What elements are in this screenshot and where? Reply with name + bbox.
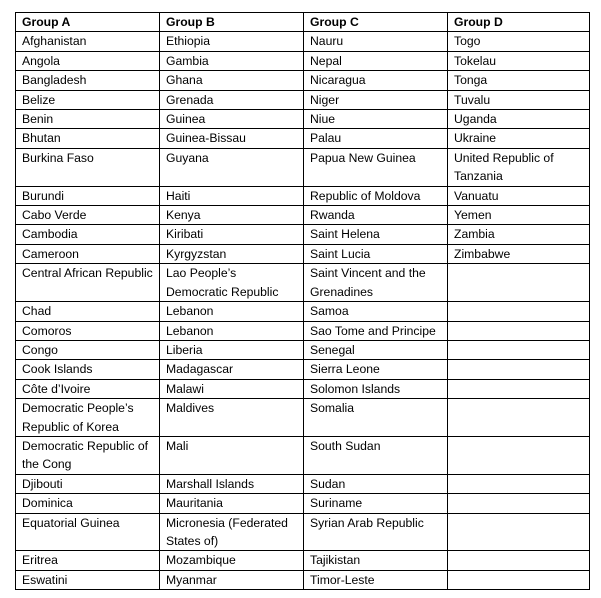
cell-group-c: Palau <box>304 129 448 148</box>
cell-group-d: Vanuatu <box>448 186 590 205</box>
cell-group-a: Chad <box>16 302 160 321</box>
cell-group-c: Rwanda <box>304 206 448 225</box>
cell-group-a: Belize <box>16 90 160 109</box>
cell-group-a: Burkina Faso <box>16 148 160 186</box>
table-row <box>16 399 590 437</box>
cell-group-c: Saint Vincent and the Grenadines <box>304 264 448 302</box>
header-group-b: Group B <box>160 13 304 32</box>
cell-group-c: Niger <box>304 90 448 109</box>
cell-group-a: Equatorial Guinea <box>16 513 160 551</box>
cell-group-a: Cameroon <box>16 244 160 263</box>
cell-group-d: Tokelau <box>448 51 590 70</box>
header-row <box>16 13 590 32</box>
cell-group-b: Lao People’s Democratic Republic <box>160 264 304 302</box>
cell-group-b: Malawi <box>160 379 304 398</box>
cell-group-a: Angola <box>16 51 160 70</box>
cell-group-c: Syrian Arab Republic <box>304 513 448 551</box>
cell-group-b: Lebanon <box>160 302 304 321</box>
cell-group-c: South Sudan <box>304 436 448 474</box>
cell-group-c: Samoa <box>304 302 448 321</box>
cell-group-b: Kenya <box>160 206 304 225</box>
cell-group-b: Maldives <box>160 399 304 437</box>
cell-group-c: Republic of Moldova <box>304 186 448 205</box>
cell-group-b: Kiribati <box>160 225 304 244</box>
cell-group-c: Sao Tome and Principe <box>304 321 448 340</box>
table-row <box>16 129 590 148</box>
cell-group-c: Papua New Guinea <box>304 148 448 186</box>
header-group-a: Group A <box>16 13 160 32</box>
cell-group-d <box>448 302 590 321</box>
cell-group-c: Suriname <box>304 494 448 513</box>
cell-group-d: Tonga <box>448 71 590 90</box>
cell-group-d <box>448 264 590 302</box>
cell-group-d: Uganda <box>448 110 590 129</box>
table-row <box>16 474 590 493</box>
cell-group-d <box>448 360 590 379</box>
table-row <box>16 340 590 359</box>
table-row <box>16 264 590 302</box>
cell-group-b: Myanmar <box>160 570 304 589</box>
table-row <box>16 90 590 109</box>
cell-group-b: Haiti <box>160 186 304 205</box>
cell-group-c: Tajikistan <box>304 551 448 570</box>
cell-group-a: Cambodia <box>16 225 160 244</box>
table-row <box>16 379 590 398</box>
cell-group-a: Eswatini <box>16 570 160 589</box>
table-row <box>16 51 590 70</box>
cell-group-c: Nauru <box>304 32 448 51</box>
cell-group-c: Solomon Islands <box>304 379 448 398</box>
cell-group-a: Djibouti <box>16 474 160 493</box>
table-row <box>16 186 590 205</box>
cell-group-d: United Republic of Tanzania <box>448 148 590 186</box>
table-row <box>16 513 590 551</box>
cell-group-b: Guinea-Bissau <box>160 129 304 148</box>
cell-group-c: Nicaragua <box>304 71 448 90</box>
cell-group-b: Grenada <box>160 90 304 109</box>
table-row <box>16 71 590 90</box>
cell-group-c: Saint Lucia <box>304 244 448 263</box>
cell-group-b: Mozambique <box>160 551 304 570</box>
cell-group-b: Guyana <box>160 148 304 186</box>
cell-group-b: Micronesia (Federated States of) <box>160 513 304 551</box>
cell-group-a: Bangladesh <box>16 71 160 90</box>
table-row <box>16 244 590 263</box>
cell-group-b: Mali <box>160 436 304 474</box>
table-row <box>16 321 590 340</box>
cell-group-d: Zambia <box>448 225 590 244</box>
cell-group-a: Congo <box>16 340 160 359</box>
table-row <box>16 360 590 379</box>
cell-group-d <box>448 551 590 570</box>
cell-group-a: Benin <box>16 110 160 129</box>
cell-group-d <box>448 340 590 359</box>
cell-group-b: Kyrgyzstan <box>160 244 304 263</box>
cell-group-a: Côte d’Ivoire <box>16 379 160 398</box>
cell-group-d <box>448 570 590 589</box>
cell-group-c: Nepal <box>304 51 448 70</box>
table-row <box>16 32 590 51</box>
table-row <box>16 225 590 244</box>
cell-group-c: Sierra Leone <box>304 360 448 379</box>
cell-group-d <box>448 513 590 551</box>
cell-group-a: Eritrea <box>16 551 160 570</box>
cell-group-c: Somalia <box>304 399 448 437</box>
cell-group-d <box>448 399 590 437</box>
country-groups-table <box>15 12 590 590</box>
cell-group-b: Ghana <box>160 71 304 90</box>
cell-group-a: Democratic People’s Republic of Korea <box>16 399 160 437</box>
cell-group-a: Afghanistan <box>16 32 160 51</box>
cell-group-a: Comoros <box>16 321 160 340</box>
cell-group-b: Liberia <box>160 340 304 359</box>
cell-group-c: Niue <box>304 110 448 129</box>
table-row <box>16 570 590 589</box>
cell-group-d <box>448 436 590 474</box>
header-group-d: Group D <box>448 13 590 32</box>
cell-group-b: Mauritania <box>160 494 304 513</box>
cell-group-d: Togo <box>448 32 590 51</box>
cell-group-d <box>448 379 590 398</box>
cell-group-a: Central African Republic <box>16 264 160 302</box>
cell-group-d: Yemen <box>448 206 590 225</box>
cell-group-b: Lebanon <box>160 321 304 340</box>
table-row <box>16 206 590 225</box>
cell-group-c: Saint Helena <box>304 225 448 244</box>
table-row <box>16 148 590 186</box>
cell-group-d: Tuvalu <box>448 90 590 109</box>
cell-group-d: Ukraine <box>448 129 590 148</box>
cell-group-b: Marshall Islands <box>160 474 304 493</box>
cell-group-d <box>448 494 590 513</box>
table-row <box>16 494 590 513</box>
cell-group-a: Cook Islands <box>16 360 160 379</box>
cell-group-d <box>448 474 590 493</box>
table-row <box>16 110 590 129</box>
cell-group-a: Democratic Republic of the Cong <box>16 436 160 474</box>
cell-group-a: Cabo Verde <box>16 206 160 225</box>
cell-group-b: Gambia <box>160 51 304 70</box>
header-group-c: Group C <box>304 13 448 32</box>
table-header <box>16 13 590 32</box>
cell-group-b: Guinea <box>160 110 304 129</box>
cell-group-c: Sudan <box>304 474 448 493</box>
cell-group-d: Zimbabwe <box>448 244 590 263</box>
cell-group-c: Senegal <box>304 340 448 359</box>
table-row <box>16 551 590 570</box>
cell-group-a: Burundi <box>16 186 160 205</box>
table-row <box>16 436 590 474</box>
cell-group-b: Madagascar <box>160 360 304 379</box>
cell-group-c: Timor-Leste <box>304 570 448 589</box>
table-row <box>16 302 590 321</box>
cell-group-d <box>448 321 590 340</box>
cell-group-a: Dominica <box>16 494 160 513</box>
table-body <box>16 32 590 590</box>
cell-group-b: Ethiopia <box>160 32 304 51</box>
cell-group-a: Bhutan <box>16 129 160 148</box>
